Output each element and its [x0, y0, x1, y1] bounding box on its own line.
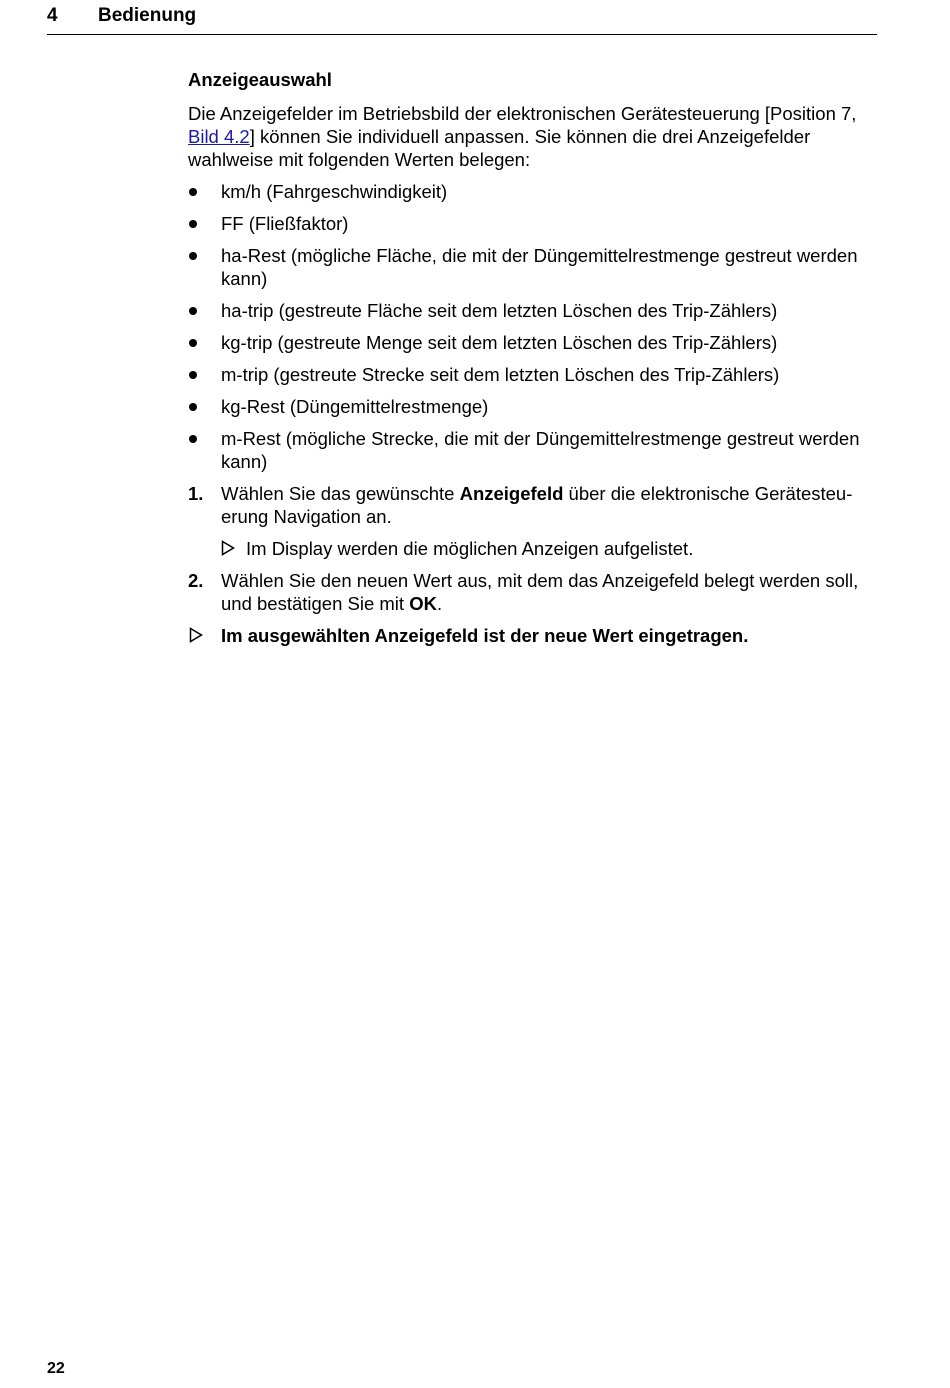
list-item — [188, 395, 878, 418]
step-text-before: Wählen Sie den neuen Wert aus, mit dem das Anzeigefeld belegt werden soll, und bestätigen Sie mit — [221, 570, 859, 614]
step-text-after: . — [436, 593, 443, 614]
step-text-before: Wählen Sie das gewünschte — [221, 483, 460, 504]
step-keyword: Anzeigefeld — [459, 483, 564, 504]
bullet-icon — [189, 188, 197, 196]
final-result — [188, 624, 878, 647]
step-2 — [188, 569, 878, 615]
chapter-number: 4 — [47, 5, 58, 26]
step-number: 2. — [188, 570, 204, 591]
bullet-icon — [189, 403, 197, 411]
list-item-text: kg-Rest (Düngemittelrestmenge) — [221, 396, 489, 417]
list-item-text: kg-trip (gestreute Menge seit dem letzten Löschen des Trip-Zählers) — [221, 332, 778, 353]
list-item-text: ha-trip (gestreute Fläche seit dem letzten Löschen des Trip-Zählers) — [221, 300, 778, 321]
page-number: 22 — [47, 1360, 65, 1377]
page-header — [47, 4, 877, 35]
bullet-icon — [189, 307, 197, 315]
list-item — [188, 299, 878, 322]
list-item — [188, 244, 878, 290]
intro-paragraph — [188, 102, 878, 171]
intro-text-after: ] können Sie individuell anpassen. Sie können die drei Anzeigefelder wahlweise mit folgenden Werten belegen: — [188, 126, 811, 170]
step-1 — [188, 482, 878, 528]
list-item — [188, 427, 878, 473]
final-result-text: Im ausgewählten Anzeigefeld ist der neue Wert eingetragen. — [221, 625, 749, 646]
intro-text-before: Die Anzeigefelder im Betriebsbild der elektronischen Gerätesteuerung [Position 7, — [188, 103, 857, 124]
list-item — [188, 363, 878, 386]
bullet-icon — [189, 435, 197, 443]
list-item-text: ha-Rest (mögliche Fläche, die mit der Düngemittelrestmenge gestreut werden kann) — [221, 245, 858, 289]
bullet-icon — [189, 252, 197, 260]
list-item-text: FF (Fließfaktor) — [221, 213, 349, 234]
list-item-text: km/h (Fahrgeschwindigkeit) — [221, 181, 448, 202]
list-item — [188, 180, 878, 203]
section-heading: Anzeigeauswahl — [188, 69, 332, 90]
result-triangle-icon — [221, 540, 235, 556]
figure-link[interactable]: Bild 4.2 — [188, 126, 250, 147]
list-item — [188, 331, 878, 354]
step-1-result — [188, 537, 878, 560]
list-item-text: m-trip (gestreute Strecke seit dem letzten Löschen des Trip-Zählers) — [221, 364, 780, 385]
step-text-after: über die elektronische Gerätesteuerung Navigation an. — [221, 483, 853, 527]
result-text: Im Display werden die möglichen Anzeigen aufgelistet. — [246, 538, 694, 559]
chapter-title: Bedienung — [98, 5, 197, 26]
bullet-icon — [189, 371, 197, 379]
bullet-icon — [189, 220, 197, 228]
list-item-text: m-Rest (mögliche Strecke, die mit der Düngemittelrestmenge gestreut werden kann) — [221, 428, 860, 472]
value-list — [188, 180, 878, 473]
bullet-icon — [189, 339, 197, 347]
step-number: 1. — [188, 483, 204, 504]
list-item — [188, 212, 878, 235]
main-content — [188, 68, 878, 647]
result-triangle-icon — [189, 627, 203, 643]
step-keyword: OK — [409, 593, 437, 614]
